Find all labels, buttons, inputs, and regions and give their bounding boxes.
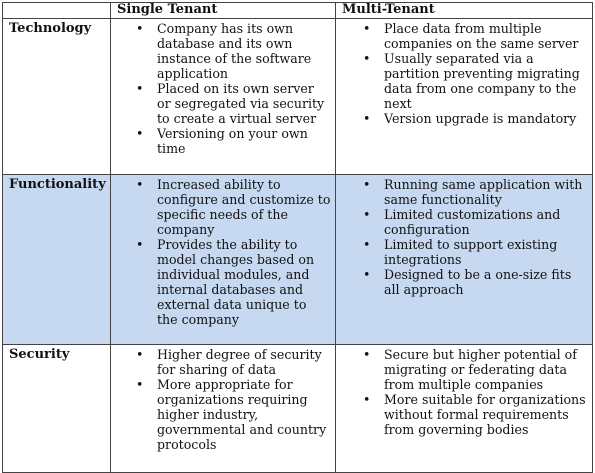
header-category-cell bbox=[3, 3, 111, 19]
row-security bbox=[3, 345, 593, 473]
list-item-text: Limited customizations and configuration bbox=[384, 207, 561, 237]
bullet-icon: • bbox=[136, 377, 144, 392]
bullet-icon: • bbox=[363, 237, 371, 252]
list-item-text: Increased ability to configure and customize to specific needs of the company bbox=[157, 177, 331, 237]
list-item bbox=[336, 177, 588, 207]
category-technology: Technology bbox=[3, 19, 111, 175]
security-multi-list bbox=[336, 345, 592, 437]
list-item bbox=[111, 237, 331, 327]
list-item-text: Designed to be a one-size fits all approach bbox=[384, 267, 572, 297]
list-item-text: Placed on its own server or segregated via security to create a virtual server bbox=[157, 81, 325, 126]
bullet-icon: • bbox=[136, 81, 144, 96]
list-item bbox=[336, 111, 588, 126]
functionality-single-list bbox=[111, 175, 335, 327]
functionality-multi-tenant-cell bbox=[336, 175, 593, 345]
list-item-text: Provides the ability to model changes based on individual modules, and internal databases and external data unique to the company bbox=[157, 237, 315, 327]
list-item-text: Higher degree of security for sharing of data bbox=[157, 347, 322, 377]
category-functionality: Functionality bbox=[3, 175, 111, 345]
list-item-text: Version upgrade is mandatory bbox=[384, 111, 577, 126]
functionality-multi-list bbox=[336, 175, 592, 297]
list-item bbox=[336, 21, 588, 51]
list-item bbox=[336, 51, 588, 111]
bullet-icon: • bbox=[363, 207, 371, 222]
bullet-icon: • bbox=[136, 237, 144, 252]
list-item-text: More suitable for organizations without formal requirements from governing bodies bbox=[384, 392, 586, 437]
bullet-icon: • bbox=[136, 21, 144, 36]
list-item bbox=[336, 207, 588, 237]
list-item-text: More appropriate for organizations requiring higher industry, governmental and country protocols bbox=[157, 377, 327, 452]
list-item bbox=[336, 267, 588, 297]
list-item-text: Secure but higher potential of migrating or federating data from multiple companies bbox=[384, 347, 577, 392]
bullet-icon: • bbox=[136, 126, 144, 141]
header-multi-tenant: Multi-Tenant bbox=[336, 3, 593, 19]
list-item-text: Company has its own database and its own instance of the software application bbox=[157, 21, 312, 81]
security-single-tenant-cell bbox=[111, 345, 336, 473]
header-row bbox=[3, 3, 593, 19]
bullet-icon: • bbox=[363, 21, 371, 36]
category-security: Security bbox=[3, 345, 111, 473]
technology-single-list bbox=[111, 19, 335, 156]
list-item bbox=[111, 377, 331, 452]
row-functionality bbox=[3, 175, 593, 345]
list-item bbox=[111, 177, 331, 237]
row-technology bbox=[3, 19, 593, 175]
list-item bbox=[111, 21, 331, 81]
list-item bbox=[111, 81, 331, 126]
list-item-text: Limited to support existing integrations bbox=[384, 237, 558, 267]
list-item-text: Versioning on your own time bbox=[157, 126, 308, 156]
list-item-text: Place data from multiple companies on the same server bbox=[384, 21, 579, 51]
list-item bbox=[336, 392, 588, 437]
list-item bbox=[111, 126, 331, 156]
security-multi-tenant-cell bbox=[336, 345, 593, 473]
bullet-icon: • bbox=[136, 347, 144, 362]
bullet-icon: • bbox=[363, 392, 371, 407]
bullet-icon: • bbox=[136, 177, 144, 192]
technology-multi-list bbox=[336, 19, 592, 126]
functionality-single-tenant-cell bbox=[111, 175, 336, 345]
list-item bbox=[336, 237, 588, 267]
list-item-text: Running same application with same functionality bbox=[384, 177, 583, 207]
list-item bbox=[111, 347, 331, 377]
bullet-icon: • bbox=[363, 111, 371, 126]
bullet-icon: • bbox=[363, 177, 371, 192]
technology-multi-tenant-cell bbox=[336, 19, 593, 175]
security-single-list bbox=[111, 345, 335, 452]
header-single-tenant: Single Tenant bbox=[111, 3, 336, 19]
bullet-icon: • bbox=[363, 347, 371, 362]
tenancy-comparison-table bbox=[2, 2, 593, 473]
bullet-icon: • bbox=[363, 267, 371, 282]
list-item-text: Usually separated via a partition preventing migrating data from one company to the next bbox=[384, 51, 580, 111]
list-item bbox=[336, 347, 588, 392]
bullet-icon: • bbox=[363, 51, 371, 66]
technology-single-tenant-cell bbox=[111, 19, 336, 175]
